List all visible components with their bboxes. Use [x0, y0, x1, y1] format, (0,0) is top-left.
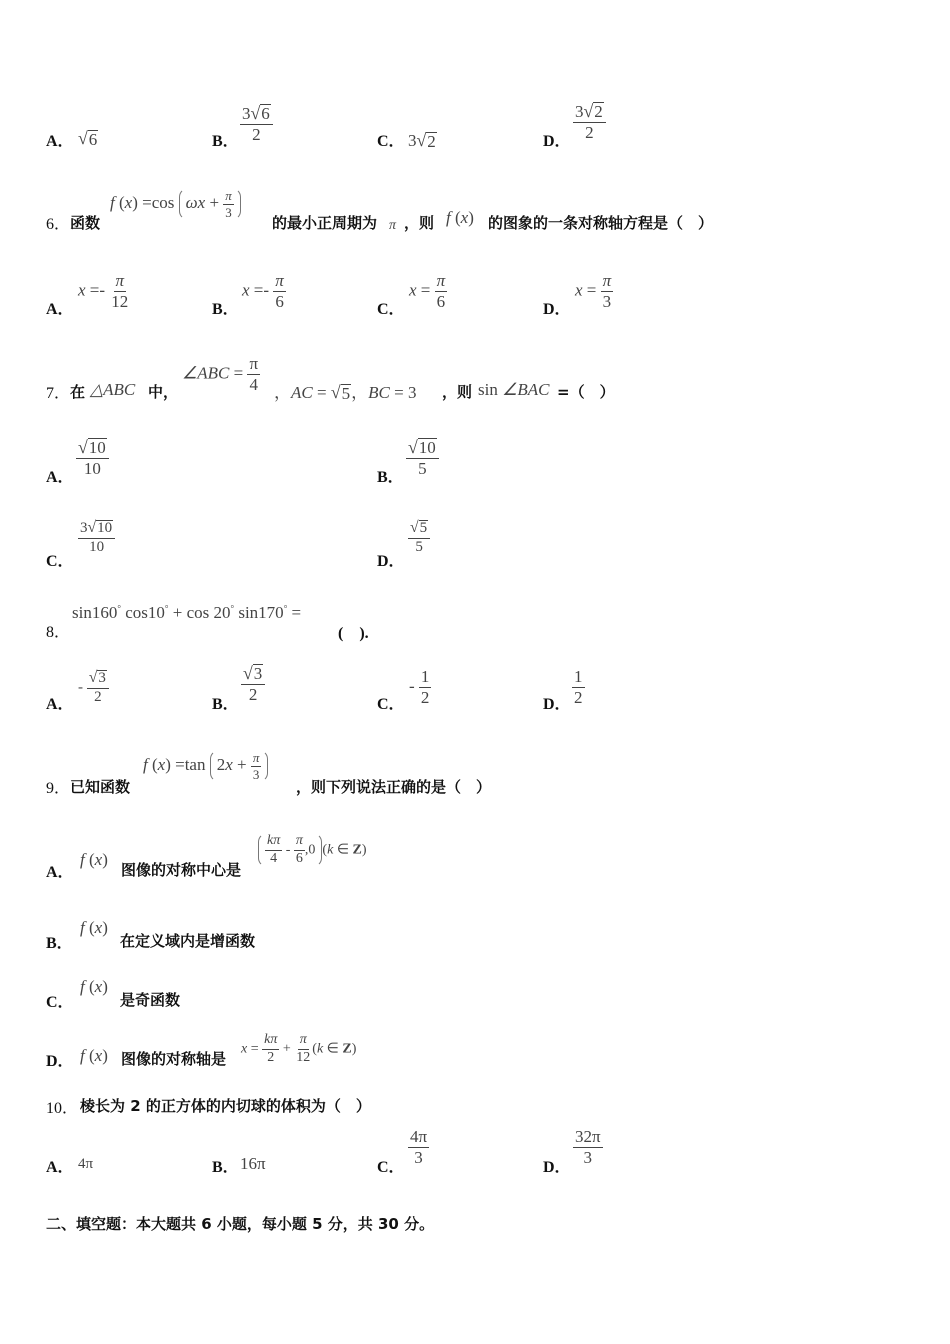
q10-option-a-math: 4π: [78, 1156, 94, 1172]
q7-option-b-label: B．: [377, 469, 404, 486]
q10-option-c-label: C．: [377, 1159, 405, 1176]
q9-option-b-text: 在定义域内是增函数: [120, 932, 256, 950]
q9-option-c-label: C．: [46, 994, 74, 1011]
q6-stem-c: ，则: [404, 214, 435, 232]
q8-option-b-math: √ 3 2: [241, 664, 265, 704]
q9-option-c-text: 是奇函数: [120, 991, 181, 1009]
q7-option-c-math: 3 √ 10 10: [78, 520, 115, 556]
q7-option-c-label: C．: [46, 553, 74, 570]
q10-option-a-label: A．: [46, 1159, 74, 1176]
q10-option-d-label: D．: [543, 1159, 571, 1176]
q6-fx: f (x): [446, 208, 474, 227]
q10-option-d-math: $\frac{32\pi}{3}$: [575, 1127, 601, 1167]
q7-stem-b: 中，: [148, 383, 179, 401]
q9-option-d-text: 图像的对称轴是: [121, 1050, 227, 1068]
section2-heading: 二、填空题：本大题共 6 小题，每小题 5 分，共 30 分。: [46, 1215, 435, 1233]
q6-period-pi: π: [389, 218, 397, 233]
q8-option-d-math: $\frac{1}{2}$: [574, 667, 583, 707]
q7-stem-a: 在: [70, 383, 86, 401]
q8-option-c-math: - $\frac{1}{2}$: [409, 667, 430, 707]
q9-number: 9．: [46, 780, 71, 797]
q8-option-c-label: C．: [377, 696, 405, 713]
q6-option-c-label: C．: [377, 301, 405, 318]
q5-option-d-math: 3 √ 2 2: [573, 102, 606, 142]
q8-option-d-label: D．: [543, 696, 571, 713]
q9-option-a-label: A．: [46, 864, 74, 881]
q8-expression: sin160° cos10° + cos 20° sin170° =: [72, 603, 302, 622]
q8-option-a-label: A．: [46, 696, 74, 713]
q9-option-d-math: x = $\frac{k\pi}{2}$ + $\frac{\pi}{12}$ (k ∈ Z): [241, 1032, 357, 1065]
q6-stem-d: 的图象的一条对称轴方程是（ ）: [488, 214, 714, 232]
q7-sin-bac: sin ∠BAC: [478, 380, 550, 399]
q7-triangle: △ABC: [90, 380, 136, 399]
q8-option-a-math: - √ 3 2: [78, 670, 109, 706]
q6-stem-b: 的最小正周期为: [272, 214, 378, 232]
q7-option-b-math: √ 10 5: [406, 438, 439, 478]
q7-option-a-label: A．: [46, 469, 74, 486]
q9-option-a-math: $\frac{k\pi}{4}$ - $\frac{\pi}{6}$ ,0 (k ∈ Z): [258, 833, 367, 867]
q5-option-b-math: 3 √ 6 2: [240, 104, 273, 144]
q9-option-a-text: 图像的对称中心是: [121, 861, 242, 879]
q6-stem-a: 函数: [70, 214, 101, 232]
q8-tail: ( ).: [338, 625, 369, 642]
q5-option-a-label: A．: [46, 133, 74, 150]
q5-option-a-math: √ 6: [78, 128, 98, 150]
q9-stem-a: 已知函数: [70, 778, 131, 796]
q5-option-c-label: C．: [377, 133, 405, 150]
q8-number: 8．: [46, 624, 71, 641]
q9-option-b-fx: f (x): [80, 918, 108, 937]
q7-number: 7．: [46, 385, 71, 402]
q9-option-b-label: B．: [46, 935, 73, 952]
q6-option-a-math: x =- $\frac{\pi}{12}$: [78, 271, 129, 311]
q6-option-c-math: x = $\frac{\pi}{6}$: [409, 271, 446, 311]
q9-option-d-label: D．: [46, 1053, 74, 1070]
q6-function-def: f (x) =cos ωx + $\frac{\pi}{3}$: [110, 188, 241, 220]
q9-option-a-fx: f (x): [80, 850, 108, 869]
q6-option-a-label: A．: [46, 301, 74, 318]
q9-stem-b: ，则下列说法正确的是（ ）: [296, 778, 492, 796]
q10-option-c-math: $\frac{4\pi}{3}$: [410, 1127, 428, 1167]
q7-option-d-math: √ 5 5: [408, 520, 430, 556]
q6-number: 6．: [46, 216, 71, 233]
q5-option-c-math: 3 √ 2: [408, 130, 436, 152]
q10-option-b-label: B．: [212, 1159, 239, 1176]
q6-option-d-math: x = $\frac{\pi}{3}$: [575, 271, 612, 311]
q7-option-d-label: D．: [377, 553, 405, 570]
q9-option-d-fx: f (x): [80, 1046, 108, 1065]
q10-stem: 棱长为 2 的正方体的内切球的体积为（ ）: [80, 1097, 371, 1115]
q7-stem-c: ，则: [442, 383, 473, 401]
q5-option-d-label: D．: [543, 133, 571, 150]
q7-angle-abc: ∠ABC = $\frac{\pi}{4}$: [182, 354, 259, 394]
q7-option-a-math: √ 10 10: [76, 438, 109, 478]
q7-stem-end: =（ ）: [557, 383, 615, 401]
q6-option-d-label: D．: [543, 301, 571, 318]
q10-number: 10．: [46, 1100, 79, 1117]
q9-option-c-fx: f (x): [80, 977, 108, 996]
q5-option-b-label: B．: [212, 133, 239, 150]
q6-option-b-label: B．: [212, 301, 239, 318]
q6-option-b-math: x =- $\frac{\pi}{6}$: [242, 271, 284, 311]
q8-option-b-label: B．: [212, 696, 239, 713]
q10-option-b-math: 16π: [240, 1154, 266, 1173]
q9-function-def: f (x) =tan 2x + $\frac{\pi}{3}$: [143, 750, 268, 782]
q7-ac-bc: ，AC = √ 5 ，BC = 3: [274, 382, 417, 404]
